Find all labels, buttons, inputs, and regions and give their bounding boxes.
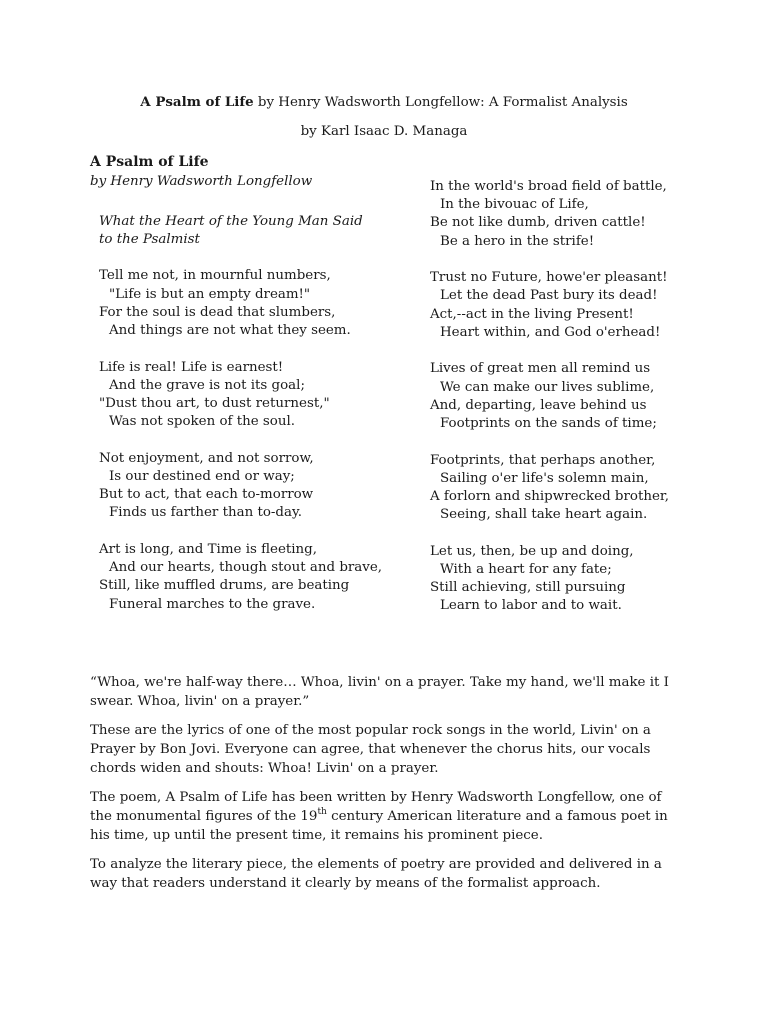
poem-line: Be a hero in the strife! [440,233,595,249]
poem-stanza [99,359,399,432]
poem-stanza [430,269,730,342]
paragraph-lyrics: “Whoa, we're half-way there… Whoa, livin' on a prayer. Take my hand, we'll make it I swear. Whoa, livin' on a prayer.” [90,675,669,709]
analysis-body [90,673,680,903]
poem-line: For the soul is dead that slumbers, [99,304,336,320]
poem-stanza [430,452,730,525]
poem-line: Still, like muffled drums, are beating [99,578,350,594]
paragraph-poem-intro-start: The poem, A Psalm of Life has been written by Henry Wadsworth Longfellow, one of the monumental figures of the 19 [90,790,662,824]
poem-line: We can make our lives sublime, [440,379,655,395]
ordinal-superscript: th [317,806,327,817]
poem-line: Lives of great men all remind us [430,361,651,377]
poem-line: Life is real! Life is earnest! [99,359,284,375]
poem-stanza [430,360,730,433]
poem-line: And, departing, leave behind us [430,397,647,413]
paragraph-poem-intro [90,788,680,845]
poem-line: Seeing, shall take heart again. [440,507,648,523]
poem-title: A Psalm of Life [90,154,209,170]
poem-line: Let us, then, be up and doing, [430,543,634,559]
poem-left-column [99,213,399,632]
paragraph-formalist: To analyze the literary piece, the elements of poetry are provided and delivered in a way that readers understand it clearly by means of the formalist approach. [90,857,662,891]
document-byline: by Karl Isaac D. Managa [300,124,468,139]
poem-line: "Dust thou art, to dust returnest," [99,396,330,412]
poem-line: And the grave is not its goal; [109,377,305,393]
poem-stanza [430,178,730,251]
poem-line: In the bivouac of Life, [440,197,589,213]
poem-line: With a heart for any fate; [440,562,612,578]
poem-stanza [430,543,730,616]
poem-stanza [99,541,399,614]
poem-line: Sailing o'er life's solemn main, [440,470,649,486]
poem-right-column [430,178,730,634]
poem-line: Let the dead Past bury its dead! [440,288,658,304]
poem-line: Art is long, and Time is fleeting, [99,542,318,558]
poem-line: Funeral marches to the grave. [109,596,316,612]
poem-line: And our hearts, though stout and brave, [109,560,383,576]
paragraph-poem-intro-end: century American literature and a famous poet in his time, up until the present time, it remains his prominent piece. [90,809,668,843]
poem-line: Not enjoyment, and not sorrow, [99,450,314,466]
poem-line: Finds us farther than to-day. [109,505,303,521]
poem-line: "Life is but an empty dream!" [109,286,311,302]
document-title-rest: by Henry Wadsworth Longfellow: A Formalist Analysis [253,95,628,110]
poem-line: Heart within, and God o'erhead! [440,324,661,340]
poem-stanza [99,450,399,523]
poem-line: A forlorn and shipwrecked brother, [430,489,670,505]
poem-line: Act,--act in the living Present! [430,306,634,322]
poem-subtitle: What the Heart of the Young Man Said to the Psalmist [99,214,363,248]
poem-line: But to act, that each to-morrow [99,487,314,503]
poem-line: Footprints on the sands of time; [440,416,657,432]
poem-line: In the world's broad field of battle, [430,179,667,194]
poem-line: Be not like dumb, driven cattle! [430,215,646,231]
paragraph-bon-jovi: These are the lyrics of one of the most popular rock songs in the world, Livin' on a Prayer by Bon Jovi. Everyone can agree, that whenever the chorus hits, our vocals chords widen and shouts: Whoa! Livin' on a prayer. [90,723,651,776]
poem-author: by Henry Wadsworth Longfellow [90,174,313,189]
document-title-bold: A Psalm of Life [140,94,254,110]
poem-stanza [99,267,399,340]
poem-line: Was not spoken of the soul. [109,414,296,430]
poem-line: Still achieving, still pursuing [430,580,626,596]
poem-line: Footprints, that perhaps another, [430,452,656,468]
poem-line: Trust no Future, howe'er pleasant! [430,270,668,286]
poem-line: And things are not what they seem. [109,323,351,339]
poem-line: Is our destined end or way; [109,469,295,485]
poem-line: Learn to labor and to wait. [440,598,622,614]
document-title [0,93,768,112]
poem-line: Tell me not, in mournful numbers, [99,268,331,284]
